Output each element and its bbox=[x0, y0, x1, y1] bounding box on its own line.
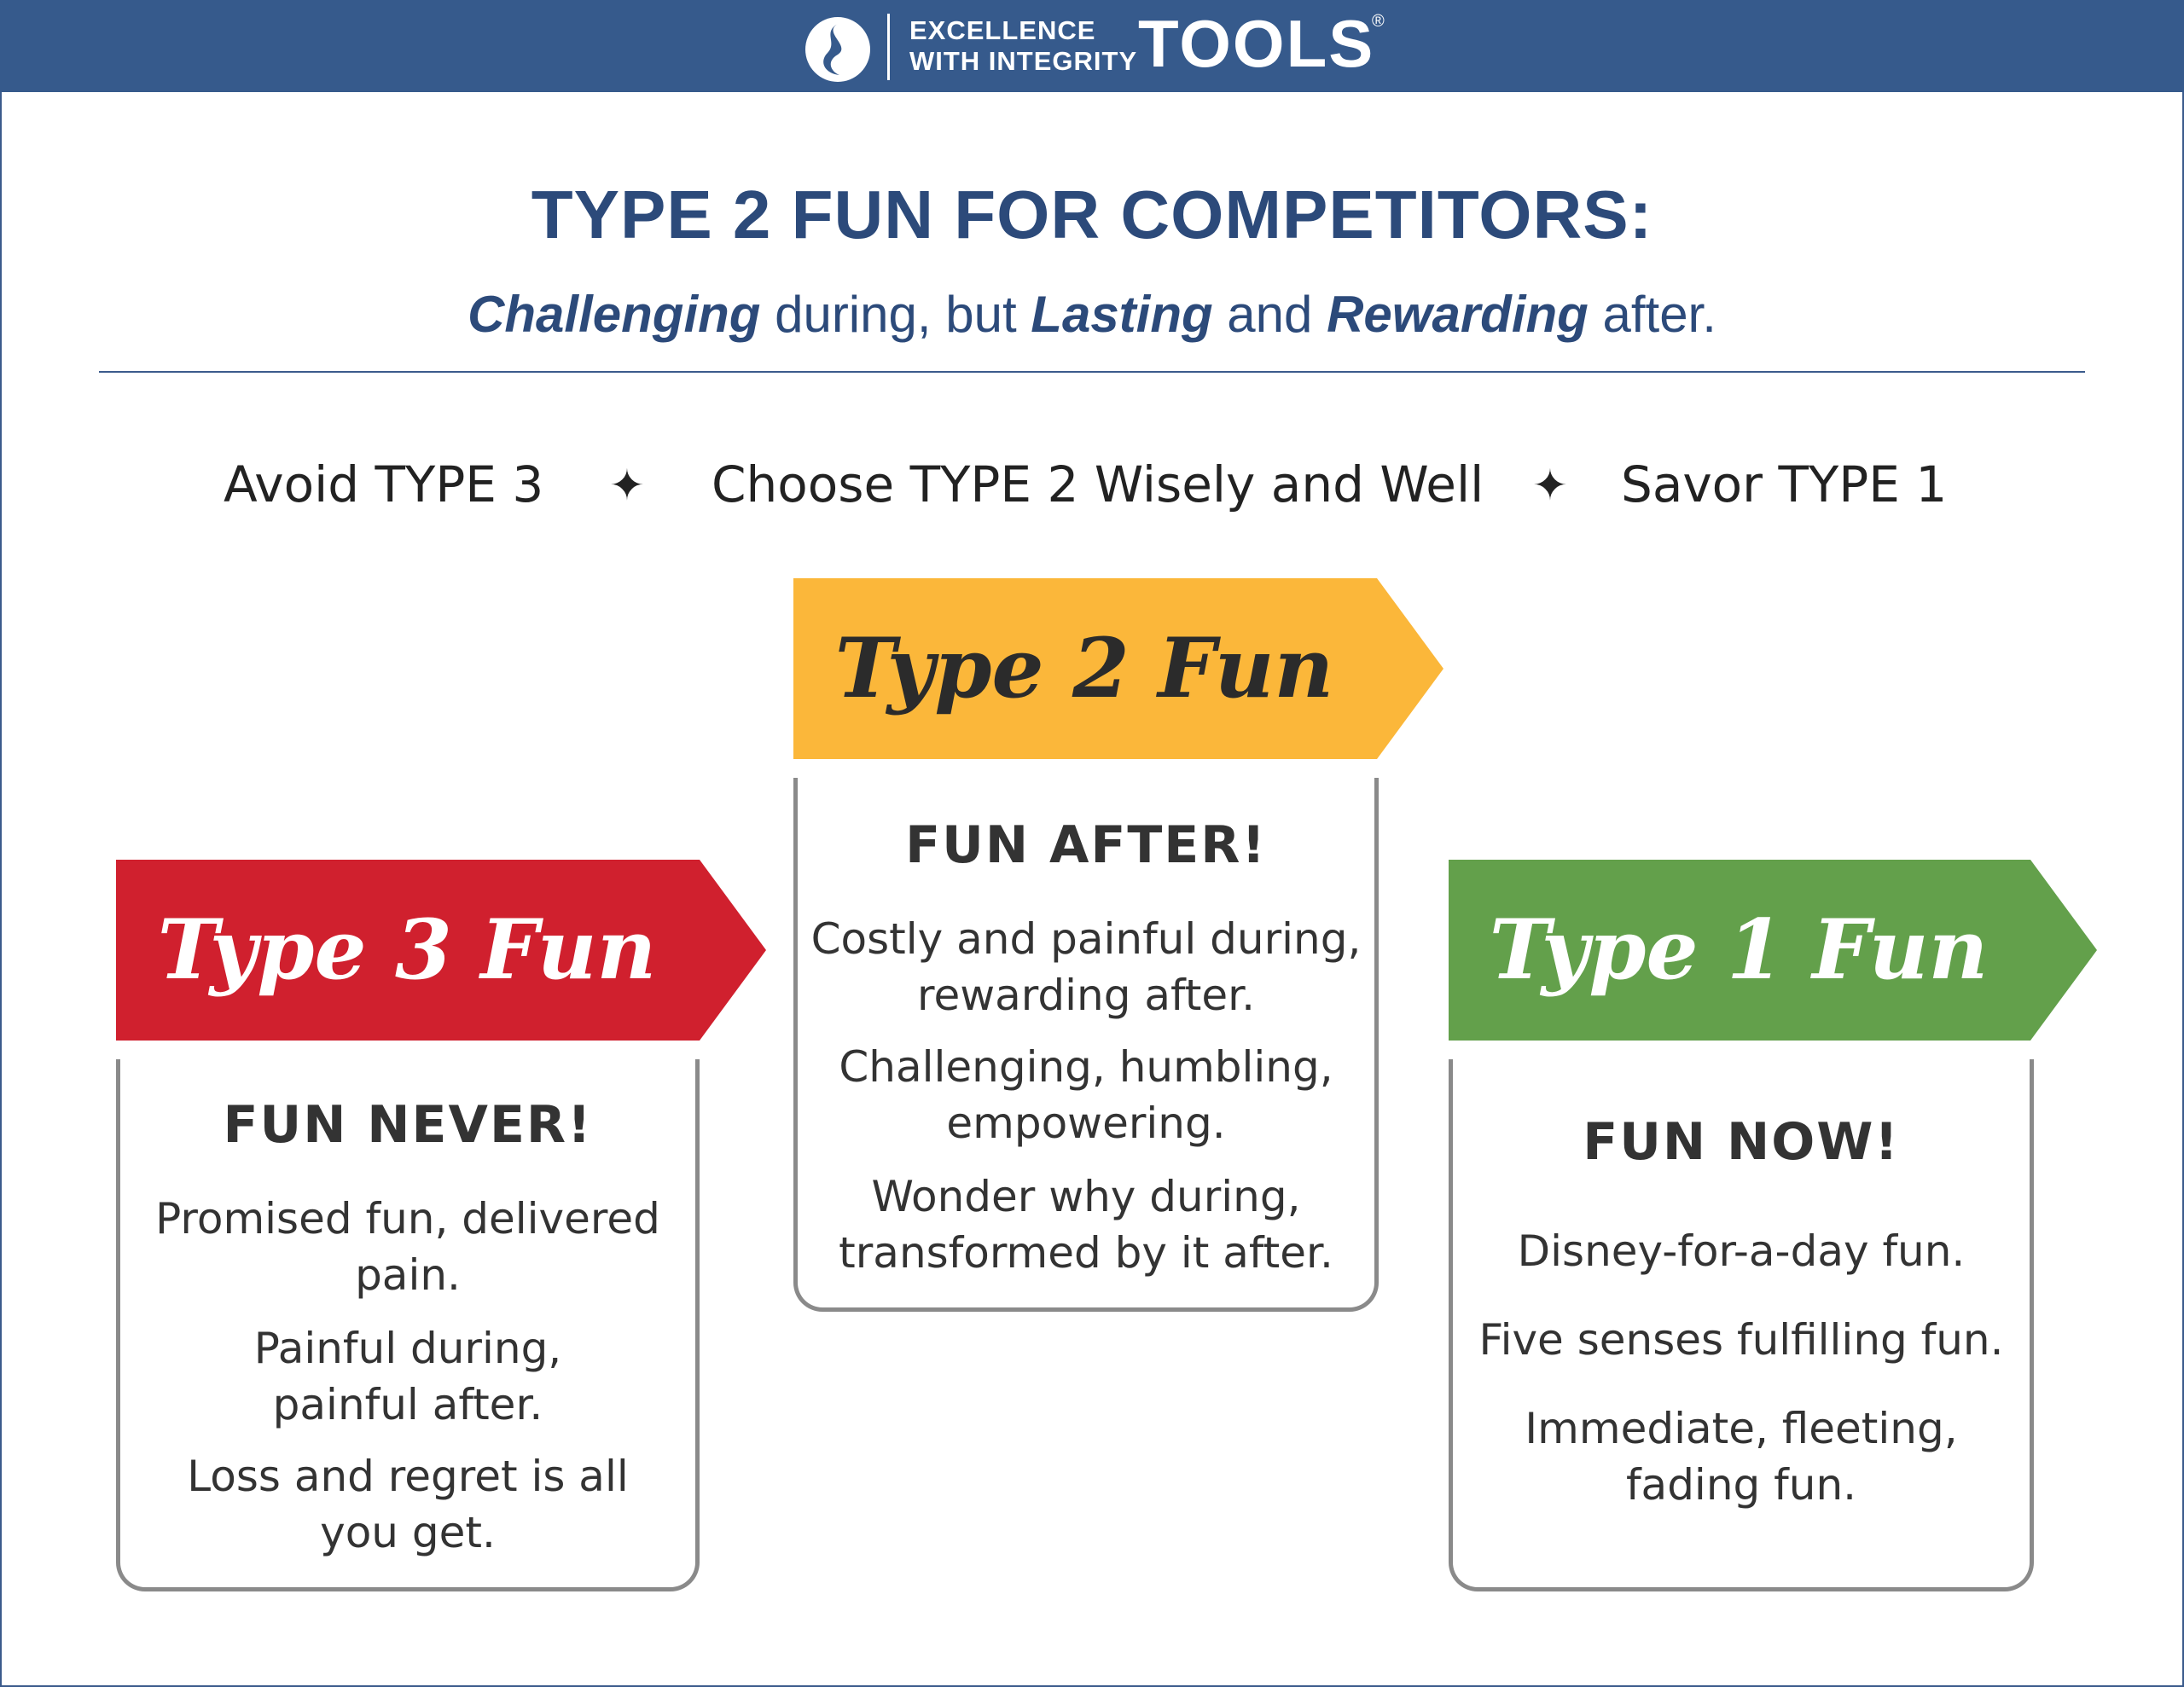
type3-line: painful after. bbox=[272, 1380, 543, 1429]
type3-line: Promised fun, delivered bbox=[155, 1194, 660, 1244]
registered-mark: ® bbox=[1372, 12, 1385, 31]
type2-line: Costly and painful during, bbox=[810, 914, 1362, 964]
type2-line: transformed by it after. bbox=[839, 1228, 1333, 1278]
logo-wordmark: TOOLS bbox=[1138, 6, 1375, 81]
type1-banner-label: Type 1 Fun bbox=[1489, 901, 1989, 998]
title-divider bbox=[99, 371, 2085, 373]
type3-line: Painful during, bbox=[253, 1324, 562, 1373]
logo-divider bbox=[887, 14, 890, 80]
type2-heading: FUN AFTER! bbox=[905, 815, 1267, 875]
header-bar bbox=[0, 0, 2184, 92]
type1-card bbox=[1449, 1059, 2034, 1591]
type1-heading: FUN NOW! bbox=[1583, 1112, 1900, 1172]
type1-line: fading fun. bbox=[1625, 1460, 1857, 1510]
type1-line: Five senses fulfilling fun. bbox=[1478, 1315, 2004, 1365]
type3-line: you get. bbox=[320, 1508, 496, 1557]
type2-line: rewarding after. bbox=[917, 971, 1255, 1020]
type1-banner bbox=[1449, 860, 2097, 1041]
four-point-star-icon: ✦ bbox=[609, 461, 645, 510]
page-title: TYPE 2 FUN FOR COMPETITORS: bbox=[531, 177, 1653, 252]
type2-line: Wonder why during, bbox=[871, 1172, 1301, 1221]
type2-line: empowering. bbox=[946, 1099, 1226, 1148]
type3-banner bbox=[116, 860, 766, 1041]
motto-savor-type1: Savor TYPE 1 bbox=[1621, 455, 1948, 513]
type1-line: Immediate, fleeting, bbox=[1525, 1404, 1958, 1453]
subtitle-text: and bbox=[1212, 286, 1327, 343]
subtitle-text: during, but bbox=[760, 286, 1031, 343]
type2-card bbox=[793, 778, 1379, 1312]
type2-banner bbox=[793, 578, 1443, 759]
type3-card bbox=[116, 1059, 700, 1591]
logo-swirl-icon bbox=[805, 17, 870, 82]
logo-text-excellence: EXCELLENCE bbox=[909, 15, 1096, 45]
type2-banner-label: Type 2 Fun bbox=[834, 620, 1334, 716]
motto-choose-type2: Choose TYPE 2 Wisely and Well bbox=[712, 455, 1484, 513]
page-subtitle bbox=[0, 285, 2184, 344]
subtitle-emphasis-lasting: Lasting bbox=[1031, 286, 1213, 343]
type3-line: pain. bbox=[355, 1250, 461, 1300]
subtitle-emphasis-challenging: Challenging bbox=[468, 286, 761, 343]
type1-line: Disney-for-a-day fun. bbox=[1517, 1226, 1966, 1276]
subtitle-text: after. bbox=[1588, 286, 1716, 343]
type3-line: Loss and regret is all bbox=[187, 1452, 629, 1501]
type3-banner-label: Type 3 Fun bbox=[157, 901, 657, 998]
subtitle-emphasis-rewarding: Rewarding bbox=[1327, 286, 1589, 343]
logo-text-integrity: WITH INTEGRITY bbox=[909, 46, 1138, 76]
type2-line: Challenging, humbling, bbox=[839, 1042, 1333, 1092]
type3-heading: FUN NEVER! bbox=[223, 1095, 593, 1155]
motto-avoid-type3: Avoid TYPE 3 bbox=[224, 455, 544, 513]
four-point-star-icon: ✦ bbox=[1532, 461, 1568, 510]
